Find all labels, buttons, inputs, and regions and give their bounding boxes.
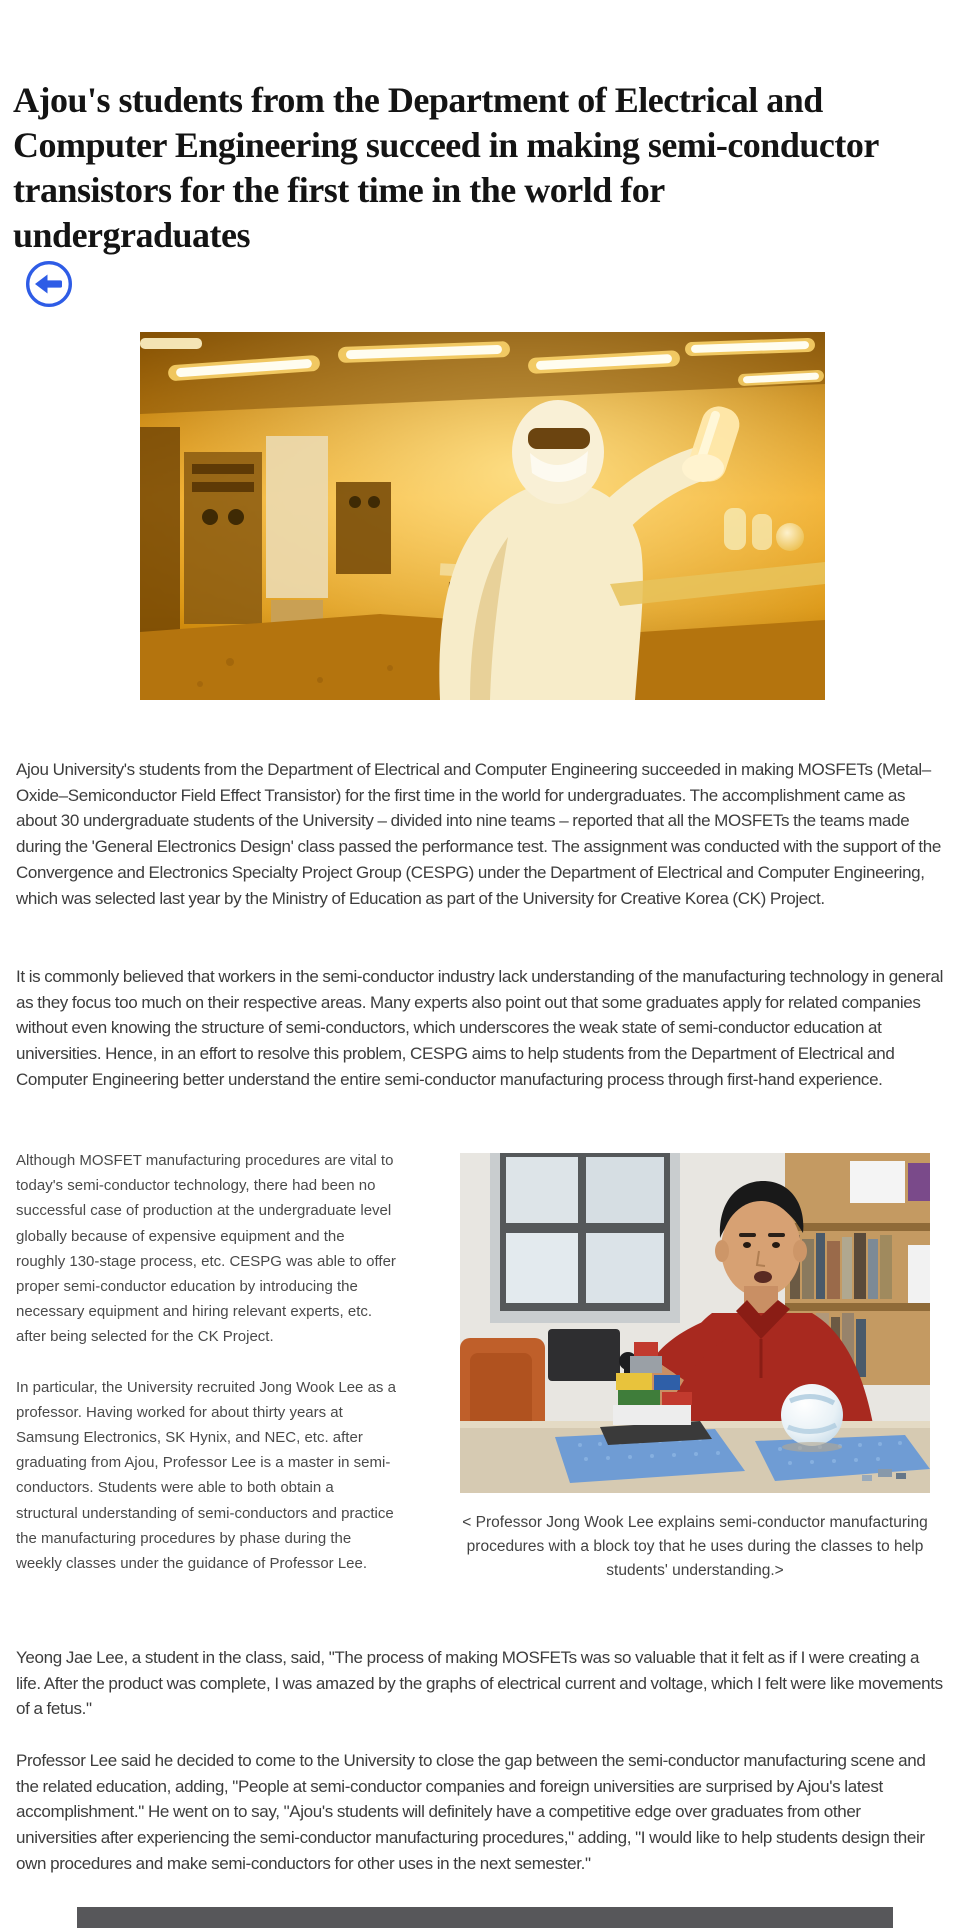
article-paragraph: Professor Lee said he decided to come to the University to close the gap between the semi-conductor manufacturing scene and the related education, adding, "People at semi-conductor companies and foreign universities are surprised by Ajou's latest accomplishment." He went on to say, "Ajou's students will definitely have a competitive edge over graduates from other universities after experiencing the semi-conductor manufacturing procedures," adding, "I would like to help students design their own procedures and make semi-conductors for other uses in the next semester." <box>16 1751 926 1873</box>
footer-bar <box>77 1907 893 1928</box>
professor-photo <box>460 1153 930 1493</box>
article-paragraph: Yeong Jae Lee, a student in the class, said, "The process of making MOSFETs was so valuable that it felt as if I were creating a life. After the product was complete, I was amazed by the graphs of electrical current and voltage, which I felt were like movements of a fetus." <box>16 1648 943 1719</box>
arrow-left-circle-icon <box>24 259 74 309</box>
article-paragraph: Ajou University's students from the Department of Electrical and Computer Engineering succeeded in making MOSFETs (Metal–Oxide–Semiconductor Field Effect Transistor) for the first time in the world for undergraduates. The accomplishment came as about 30 undergraduate students of the University – divided into nine teams – reported that all the MOSFETs the teams made during the 'General Electronics Design' class passed the performance test. The assignment was conducted with the support of the Convergence and Electronics Specialty Project Group (CESPG) under the Department of Electrical and Computer Engineering, which was selected last year by the Ministry of Education as part of the University for Creative Korea (CK) Project. <box>16 760 942 908</box>
cleanroom-photo-illustration <box>140 332 825 700</box>
article-paragraph: It is commonly believed that workers in the semi-conductor industry lack understanding of the manufacturing technology in general as they focus too much on their respective areas. Many experts also point out that some graduates apply for related companies without even knowing the structure of semi-conductors, which underscores the weak state of semi-conductor education at universities. Hence, in an effort to resolve this problem, CESPG aims to help students from the Department of Electrical and Computer Engineering better understand the entire semi-conductor manufacturing process through first-hand experience. <box>16 967 944 1089</box>
photo-caption: < Professor Jong Wook Lee explains semi-conductor manufacturing procedures with a block toy that he uses during the classes to help students' understanding.> <box>462 1514 928 1579</box>
back-button[interactable] <box>24 259 74 309</box>
cleanroom-photo <box>140 332 825 700</box>
professor-photo-illustration <box>460 1153 930 1493</box>
article-paragraph: Although MOSFET manufacturing procedures are vital to today's semi-conductor technology, there had been no successful case of production at the undergraduate level globally because of expensive equipment and the roughly 130-stage process, etc. CESPG was able to offer proper semi-conductor education by introducing the necessary equipment and hiring relevant experts, etc. after being selected for the CK Project. <box>16 1152 396 1346</box>
article-paragraph: In particular, the University recruited Jong Wook Lee as a professor. Having worked for about thirty years at Samsung Electronics, SK Hynix, and NEC, etc. after graduating from Ajou, Professor Lee is a master in semi-conductors. Students were able to both obtain a structural understanding of semi-conductors and practice the manufacturing procedures by phase during the weekly classes under the guidance of Professor Lee. <box>16 1378 396 1573</box>
wrapped-text-column <box>16 1148 396 1601</box>
page-title: Ajou's students from the Department of Electrical and Computer Engineering succeed in making semi-conductor transistors for the first time in the world for undergraduates <box>13 80 879 256</box>
